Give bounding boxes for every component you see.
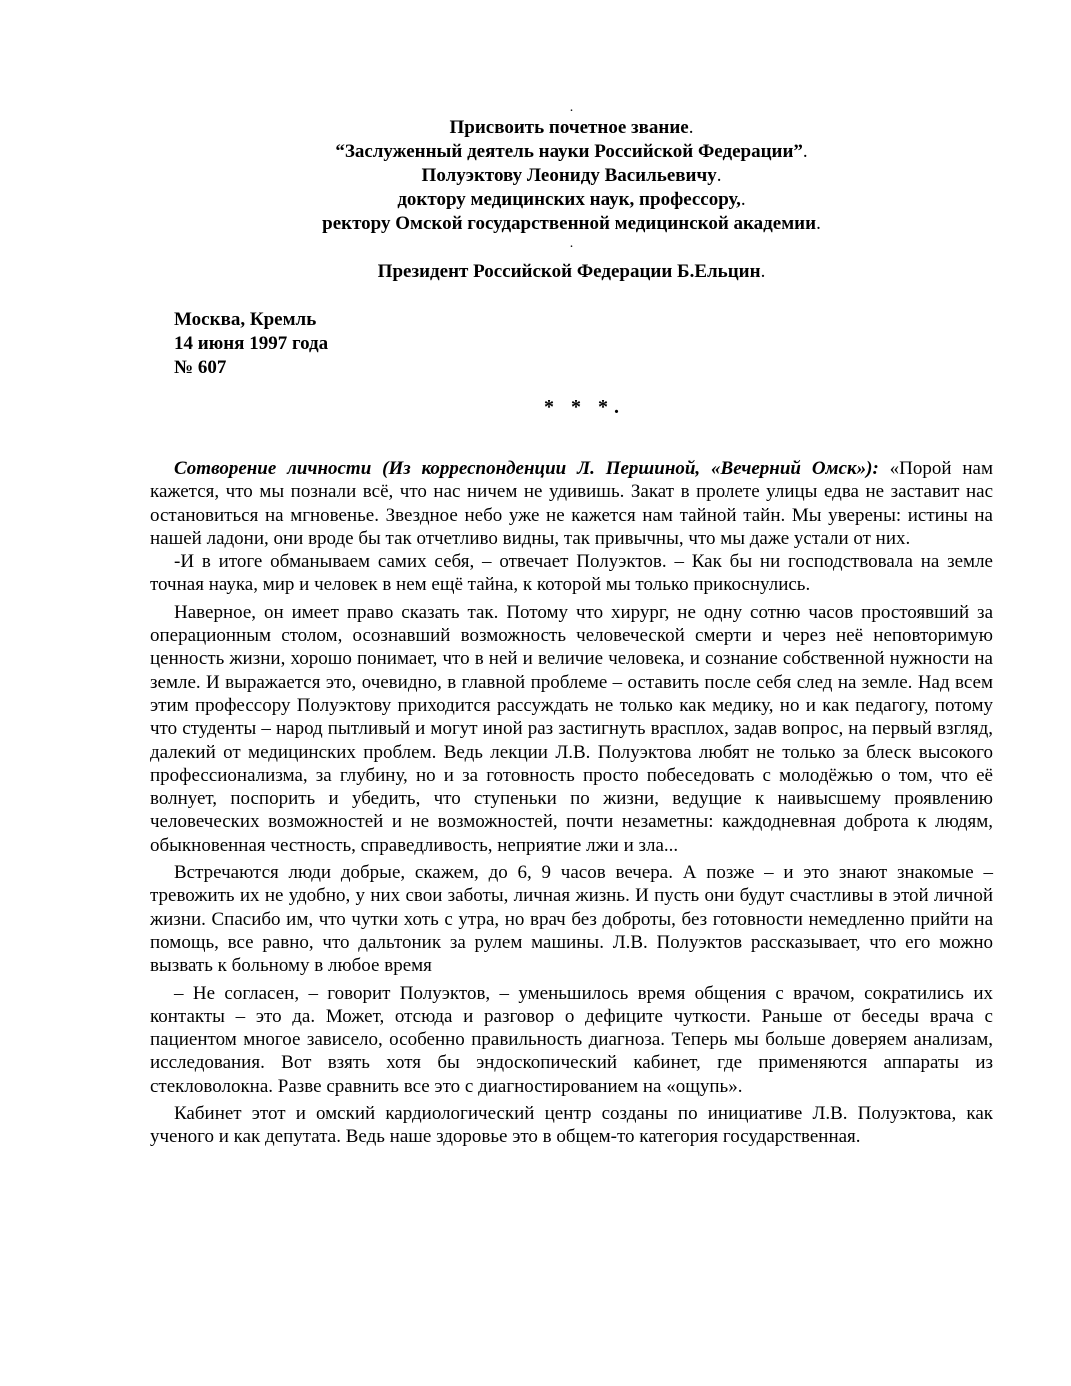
- article-lead-title: Сотворение личности (Из корреспонденции Л. Першиной, «Вечерний Омск»):: [174, 458, 879, 479]
- decree-line-3: Полуэктову Леониду Васильевичу.: [421, 165, 722, 186]
- header-dot: .: [569, 100, 574, 115]
- article-paragraph-1: Сотворение личности (Из корреспонденции Л. Першиной, «Вечерний Омск»): «Порой нам кажется, что мы познали всё, что нас ничем не удивишь. Закат в пролете улицы едва не заставит нас остановиться на мгновенье. Звездное небо уже не кажется нам тайной тайн. Мы уверены: истины на нашей ладони, они вроде бы так отчетливо видны, так привычны, что мы даже устали от них.: [150, 458, 994, 549]
- article-paragraph-5: – Не согласен, – говорит Полуэктов, – уменьшилось время общения с врачом, сократились их контакты – это да. Может, отсюда и разговор о дефиците чуткости. Раньше от беседы врача с пациентом многое зависело, особенно правильность диагноза. Теперь мы больше доверяем анализам, исследования. Вот взять хотя бы эндоскопический кабинет, где применяются аппараты из стекловолокна. Разве сравнить все это с диагностированием на «ощупь».: [150, 982, 993, 1097]
- article-paragraph-2: -И в итоге обманываем самих себя, – отвечает Полуэктов. – Как бы ни господствовала на земле точная наука, мир и человек в нем ещё тайна, к которой мы только прикоснулись.: [150, 551, 993, 596]
- document-page: [150, 100, 993, 1149]
- decree-line-4: доктору медицинских наук, профессору,.: [397, 189, 746, 210]
- signature-date: 14 июня 1997 года: [174, 333, 329, 354]
- header-dot-2: .: [569, 236, 574, 251]
- decree-line-5: ректору Омской государственной медицинской академии.: [322, 213, 821, 234]
- article-paragraph-4: Встречаются люди добрые, скажем, до 6, 9 часов вечера. А позже – и это знают знакомые – тревожить их не удобно, у них свои заботы, личная жизнь. И пусть они будут счастливы в этой личной жизни. Спасибо им, что чутки хоть с утра, но врач без доброты, без готовности немедленно прийти на помощь, все равно, что дальтоник за рулем машины. Л.В. Полуэктов рассказывает, что его можно вызвать к больному в любое время: [150, 862, 993, 977]
- signature-block: [174, 308, 993, 380]
- decree-header: [150, 100, 993, 252]
- president-signature: Президент Российской Федерации Б.Ельцин.: [377, 261, 766, 282]
- article-paragraph-6: Кабинет этот и омский кардиологический центр созданы по инициативе Л.В. Полуэктова, как ученого и как депутата. Ведь наше здоровье это в общем-то категория государственная.: [150, 1103, 993, 1148]
- article-body: [150, 457, 993, 1149]
- signature-place: Москва, Кремль: [174, 309, 317, 330]
- article-paragraph-3: Наверное, он имеет право сказать так. Потому что хирург, не одну сотню часов простоявший за операционным столом, осознавший возможность человеческой смерти и через неё неповторимую ценность жизни, хорошо понимает, что в ней и величие человека, и сознание собственной нужности на земле. И выражается это, очевидно, в главной проблеме – оставить после себя след на земле. Над всем этим профессору Полуэктову приходится рассуждать не только как медику, но и как педагогу, потому что студенты – народ пытливый и могут иной раз застигнуть врасплох, задав вопрос, на первый взгляд, далекий от медицинских проблем. Ведь лекции Л.В. Полуэктова любят не только за блеск высокого профессионализма, за глубину, но и за готовность просто побеседовать с молодёжью о том, что её волнует, поспорить и убедить, что ступеньки по жизни, ведущие к наивысшему проявлению человеческих возможностей и не возможностей, почти незаметны: каждодневная доброта к людям, обыкновенная честность, справедливость, неприятие лжи и зла...: [150, 601, 993, 856]
- section-separator: * * *.: [544, 396, 625, 418]
- decree-line-1: Присвоить почетное звание.: [449, 117, 694, 138]
- signature-number: № 607: [174, 357, 227, 378]
- decree-line-2: “Заслуженный деятель науки Российской Федерации”.: [335, 141, 808, 162]
